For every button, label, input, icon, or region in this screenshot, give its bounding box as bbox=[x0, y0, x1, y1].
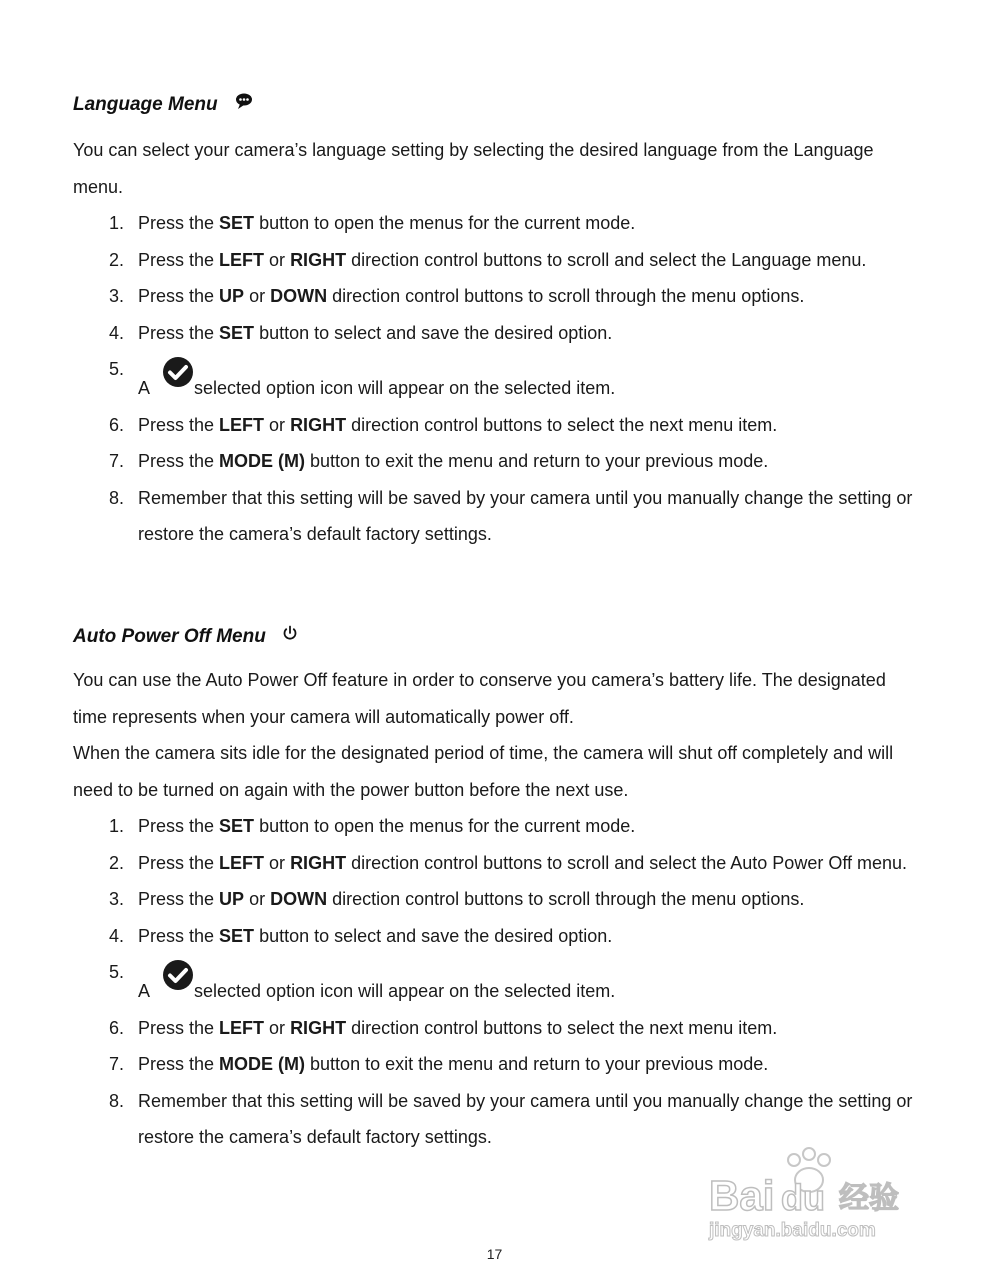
step-number: 7. bbox=[109, 1054, 125, 1074]
step-text: button to exit the menu and return to your previous mode. bbox=[305, 451, 769, 471]
step-number: 8. bbox=[109, 487, 125, 508]
svg-text:经验: 经验 bbox=[839, 1181, 899, 1216]
step-number: 6. bbox=[109, 414, 125, 435]
button-name: UP bbox=[219, 889, 245, 909]
section-heading bbox=[73, 622, 913, 652]
step-text: A bbox=[138, 378, 155, 398]
step-number: 5. bbox=[109, 359, 125, 379]
button-name: MODE (M) bbox=[219, 1054, 306, 1074]
button-name: RIGHT bbox=[290, 852, 347, 873]
language-menu-section bbox=[73, 90, 913, 553]
button-name: SET bbox=[219, 925, 255, 946]
step-text: selected option icon will appear on the selected item. bbox=[194, 378, 616, 398]
list-item bbox=[73, 1046, 913, 1083]
step-text: Press the bbox=[138, 852, 220, 873]
button-name: DOWN bbox=[270, 286, 328, 306]
step-text: or bbox=[264, 249, 291, 270]
step-number: 8. bbox=[109, 1090, 125, 1111]
list-item bbox=[73, 278, 913, 315]
button-name: RIGHT bbox=[290, 1017, 347, 1038]
step-text: Press the bbox=[138, 1017, 220, 1038]
list-item bbox=[73, 407, 913, 444]
step-text: or bbox=[244, 286, 271, 306]
step-text: Press the bbox=[138, 249, 220, 270]
list-item bbox=[73, 242, 913, 279]
step-number: 7. bbox=[109, 451, 125, 471]
step-text: Press the bbox=[138, 213, 220, 233]
speech-bubble-icon bbox=[234, 92, 254, 110]
step-number: 3. bbox=[109, 286, 125, 306]
section-intro bbox=[73, 132, 913, 205]
step-text: direction control buttons to scroll through the menu options. bbox=[327, 889, 805, 909]
button-name: LEFT bbox=[219, 249, 265, 270]
button-name: LEFT bbox=[219, 1017, 265, 1038]
step-text: direction control buttons to scroll through the menu options. bbox=[327, 286, 805, 306]
step-text: Press the bbox=[138, 925, 220, 946]
step-number: 6. bbox=[109, 1017, 125, 1038]
step-number: 1. bbox=[109, 213, 125, 233]
button-name: UP bbox=[219, 286, 245, 306]
section-heading bbox=[73, 90, 913, 120]
button-name: DOWN bbox=[270, 889, 328, 909]
step-text: button to select and save the desired option. bbox=[254, 322, 613, 343]
body-paragraph: You can use the Auto Power Off feature in order to conserve you camera’s battery life. The designated time represents when your camera will automatically power off. bbox=[73, 670, 886, 727]
list-item bbox=[73, 808, 913, 845]
list-item bbox=[73, 845, 913, 882]
step-text: Press the bbox=[138, 889, 220, 909]
step-number: 5. bbox=[109, 962, 125, 982]
step-text: or bbox=[264, 1017, 291, 1038]
button-name: MODE (M) bbox=[219, 451, 306, 471]
list-item bbox=[73, 881, 913, 918]
body-paragraph: When the camera sits idle for the designated period of time, the camera will shut off completely and will need to be turned on again with the power button before the next use. bbox=[73, 743, 894, 800]
step-number: 1. bbox=[109, 816, 125, 836]
step-text: selected option icon will appear on the selected item. bbox=[194, 981, 616, 1001]
button-name: RIGHT bbox=[290, 249, 347, 270]
button-name: SET bbox=[219, 816, 255, 836]
step-number: 3. bbox=[109, 889, 125, 909]
list-item bbox=[73, 443, 913, 480]
section-title: Language Menu bbox=[73, 94, 218, 115]
list-item bbox=[73, 954, 913, 1010]
list-item bbox=[73, 205, 913, 242]
step-text: Press the bbox=[138, 286, 220, 306]
svg-text:du: du bbox=[781, 1177, 825, 1218]
baidu-watermark-logo bbox=[699, 1142, 929, 1242]
power-icon bbox=[282, 625, 298, 641]
svg-text:Bai: Bai bbox=[709, 1172, 775, 1219]
step-text: button to open the menus for the current mode. bbox=[254, 213, 636, 233]
button-name: SET bbox=[219, 213, 255, 233]
step-text: Press the bbox=[138, 451, 220, 471]
step-number: 4. bbox=[109, 322, 125, 343]
step-text: A bbox=[138, 981, 155, 1001]
auto-power-off-section bbox=[73, 622, 913, 1156]
step-text: button to exit the menu and return to your previous mode. bbox=[305, 1054, 769, 1074]
svg-text:jingyan.baidu.com: jingyan.baidu.com bbox=[709, 1220, 876, 1241]
button-name: LEFT bbox=[219, 852, 265, 873]
step-number: 2. bbox=[109, 249, 125, 270]
step-text: or bbox=[264, 414, 291, 435]
step-text: direction control buttons to scroll and select the Language menu. bbox=[346, 249, 867, 270]
step-text: Remember that this setting will be saved by your camera until you manually change the setting or restore the camera’s default factory settings. bbox=[138, 1090, 913, 1147]
step-text: Remember that this setting will be saved by your camera until you manually change the setting or restore the camera’s default factory settings. bbox=[138, 487, 913, 544]
step-text: button to select and save the desired option. bbox=[254, 925, 613, 946]
list-item bbox=[73, 315, 913, 352]
body-paragraph: You can select your camera’s language setting by selecting the desired language from the Language menu. bbox=[73, 140, 874, 197]
button-name: SET bbox=[219, 322, 255, 343]
step-text: or bbox=[264, 852, 291, 873]
step-text: button to open the menus for the current mode. bbox=[254, 816, 636, 836]
list-item bbox=[73, 1010, 913, 1047]
list-item bbox=[73, 918, 913, 955]
step-number: 4. bbox=[109, 925, 125, 946]
list-item bbox=[73, 351, 913, 407]
section-intro bbox=[73, 662, 913, 808]
check-circle-icon bbox=[162, 356, 194, 388]
steps-list bbox=[73, 808, 913, 1156]
step-number: 2. bbox=[109, 852, 125, 873]
step-text: direction control buttons to select the next menu item. bbox=[346, 414, 778, 435]
page-number: 17 bbox=[486, 1246, 503, 1262]
list-item bbox=[73, 480, 913, 553]
step-text: direction control buttons to scroll and select the Auto Power Off menu. bbox=[346, 852, 908, 873]
step-text: direction control buttons to select the next menu item. bbox=[346, 1017, 778, 1038]
step-text: Press the bbox=[138, 1054, 220, 1074]
section-title: Auto Power Off Menu bbox=[73, 626, 266, 647]
check-circle-icon bbox=[162, 959, 194, 991]
step-text: Press the bbox=[138, 322, 220, 343]
step-text: Press the bbox=[138, 816, 220, 836]
steps-list bbox=[73, 205, 913, 553]
button-name: LEFT bbox=[219, 414, 265, 435]
button-name: RIGHT bbox=[290, 414, 347, 435]
step-text: or bbox=[244, 889, 271, 909]
step-text: Press the bbox=[138, 414, 220, 435]
